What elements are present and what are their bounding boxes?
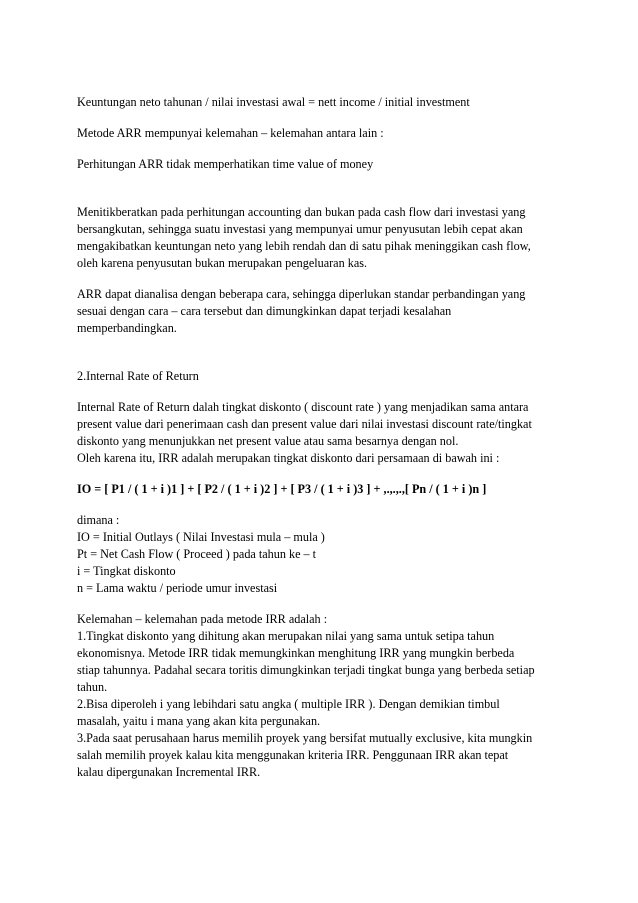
text-line: sesuai dengan cara – cara tersebut dan dimungkinkan dapat terjadi kesalahan: [77, 304, 452, 318]
text-line: Oleh karena itu, IRR adalah merupakan tingkat diskonto dari persamaan di bawah ini :: [77, 451, 500, 465]
text-line: Menitikberatkan pada perhitungan accounting dan bukan pada cash flow dari investasi yang: [77, 205, 526, 219]
text-line: salah memilih proyek kalau kita menggunakan kriteria IRR. Penggunaan IRR akan tepat: [77, 748, 509, 762]
text-line: Metode ARR mempunyai kelemahan – kelemahan antara lain :: [77, 126, 384, 140]
text-line: ARR dapat dianalisa dengan beberapa cara, sehingga diperlukan standar perbandingan yang: [77, 287, 526, 301]
text-line: kalau dipergunakan Incremental IRR.: [77, 765, 261, 779]
text-line: IO = Initial Outlays ( Nilai Investasi mula – mula ): [77, 530, 325, 544]
paragraph-arr-weakness-3: [77, 286, 567, 337]
text-line: Kelemahan – kelemahan pada metode IRR adalah :: [77, 612, 328, 626]
text-line: diskonto yang menunjukkan net present value atau sama besarnya dengan nol.: [77, 434, 459, 448]
paragraph-formula-definitions: [77, 512, 567, 597]
text-line: Perhitungan ARR tidak memperhatikan time value of money: [77, 157, 374, 171]
text-line: dimana :: [77, 513, 120, 527]
paragraph-arr-formula: [77, 94, 567, 111]
text-line: Keuntungan neto tahunan / nilai investasi awal = nett income / initial investment: [77, 95, 470, 109]
document-page: [77, 94, 567, 781]
paragraph-arr-weakness-2: [77, 204, 567, 272]
text-line: ekonomisnya. Metode IRR tidak memungkinkan menghitung IRR yang mungkin berbeda: [77, 646, 515, 660]
text-line: Internal Rate of Return dalah tingkat diskonto ( discount rate ) yang menjadikan sama antara: [77, 400, 529, 414]
irr-formula: [77, 481, 567, 498]
paragraph-arr-weaknesses-intro: [77, 125, 567, 142]
text-line: i = Tingkat diskonto: [77, 564, 176, 578]
text-line: 1.Tingkat diskonto yang dihitung akan merupakan nilai yang sama untuk setipa tahun: [77, 629, 495, 643]
text-line: mengakibatkan keuntungan neto yang lebih rendah dan di satu pihak meninggikan cash flow,: [77, 239, 531, 253]
text-line: tahun.: [77, 680, 108, 694]
text-line: present value dari penerimaan cash dan present value dari nilai investasi discount rate/tingkat: [77, 417, 532, 431]
paragraph-irr-weaknesses: [77, 611, 567, 781]
text-line: Pt = Net Cash Flow ( Proceed ) pada tahun ke – t: [77, 547, 317, 561]
paragraph-irr-definition: [77, 399, 567, 467]
text-line: n = Lama waktu / periode umur investasi: [77, 581, 278, 595]
text-line: memperbandingkan.: [77, 321, 177, 335]
text-line: oleh karena penyusutan bukan merupakan pengeluaran kas.: [77, 256, 368, 270]
section-heading: 2.Internal Rate of Return: [77, 369, 199, 383]
text-line: masalah, yaitu i mana yang akan kita pergunakan.: [77, 714, 321, 728]
text-line: 2.Bisa diperoleh i yang lebihdari satu angka ( multiple IRR ). Dengan demikian timbul: [77, 697, 500, 711]
formula-text: IO = [ P1 / ( 1 + i )1 ] + [ P2 / ( 1 + i )2 ] + [ P3 / ( 1 + i )3 ] + ,.,.,.,[ Pn / ( 1 + i )n ]: [77, 482, 487, 496]
text-line: 3.Pada saat perusahaan harus memilih proyek yang bersifat mutually exclusive, kita mungkin: [77, 731, 533, 745]
paragraph-arr-weakness-1: [77, 156, 567, 173]
heading-irr: [77, 368, 567, 385]
text-line: stiap tahunnya. Padahal secara toritis dimungkinkan terjadi tingkat bunga yang berbeda setiap: [77, 663, 535, 677]
text-line: bersangkutan, sehingga suatu investasi yang mempunyai umur penyusutan lebih cepat akan: [77, 222, 523, 236]
